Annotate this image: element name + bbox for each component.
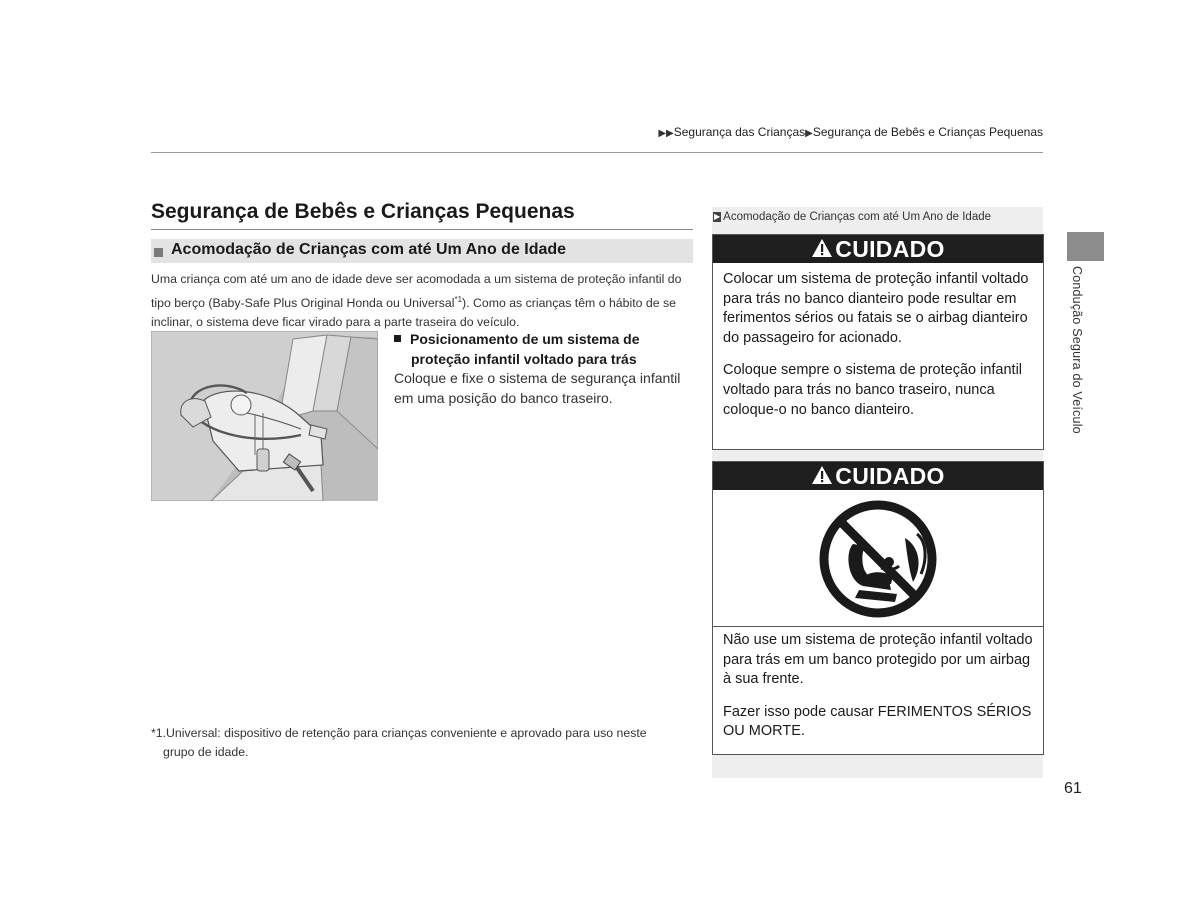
sidebar-heading[interactable] — [712, 207, 1043, 227]
intro-text-2: ). Como as crianças têm o hábito de se inclinar, o sistema deve ficar virado para a parte traseira do veículo. — [151, 295, 676, 330]
header-divider — [151, 152, 1043, 153]
breadcrumb-item-infant-safety[interactable]: Segurança de Bebês e Crianças Pequenas — [812, 125, 1043, 139]
square-bullet-icon — [394, 335, 401, 342]
caution-1-paragraph-2: Coloque sempre o sistema de proteção infantil voltado para trás no banco traseiro, nunca coloque-o no banco dianteiro. — [723, 362, 1023, 418]
breadcrumb — [658, 125, 1043, 139]
subsection-text: Coloque e fixe o sistema de segurança infantil em uma posição do banco traseiro. — [394, 370, 681, 406]
caution-header — [713, 462, 1043, 490]
intro-text-1: Uma criança com até um ano de idade deve ser acomodada a um sistema de proteção infantil do tipo berço (Baby-Safe Plus Original Honda ou Universal — [151, 272, 682, 310]
no-rear-facing-seat-with-airbag-icon — [713, 490, 1043, 627]
infant-seat-illustration — [151, 331, 378, 501]
footnote — [151, 724, 696, 762]
section-heading: Acomodação de Crianças com até Um Ano de Idade — [171, 241, 567, 258]
subsection-heading — [394, 329, 694, 369]
intro-paragraph — [151, 270, 696, 333]
subsection-heading-line2: proteção infantil voltado para trás — [411, 351, 637, 367]
page-number: 61 — [1064, 780, 1082, 797]
caution-box-1 — [712, 234, 1044, 450]
page-title: Segurança de Bebês e Crianças Pequenas — [151, 200, 575, 223]
subsection-heading-line1: Posicionamento de um sistema de — [410, 331, 640, 347]
section-heading-bar — [151, 239, 693, 263]
caution-header — [713, 235, 1043, 263]
warning-triangle-icon — [811, 238, 833, 258]
warning-triangle-icon — [811, 465, 833, 485]
double-arrow-icon: ▶▶ — [658, 128, 674, 139]
footnote-line2: grupo de idade. — [163, 745, 249, 759]
caution-2-paragraph-1: Não use um sistema de proteção infantil voltado para trás em um banco protegido por um airbag à sua frente. — [723, 632, 1033, 688]
square-bullet-icon — [154, 248, 163, 257]
title-divider — [151, 229, 693, 230]
footnote-reference[interactable]: *1 — [454, 294, 463, 304]
chapter-tab-label: Condução Segura do Veículo — [1070, 266, 1084, 434]
reference-arrow-icon: ▶ — [714, 212, 721, 221]
sidebar-heading-text: Acomodação de Crianças com até Um Ano de Idade — [723, 211, 992, 223]
caution-1-paragraph-1: Colocar um sistema de proteção infantil voltado para trás no banco dianteiro pode resultar em ferimentos sérios ou fatais se o airbag dianteiro do passageiro for acionado. — [723, 271, 1029, 346]
arrow-icon: ▶ — [805, 128, 813, 139]
caution-label: CUIDADO — [835, 236, 945, 262]
caution-box-2 — [712, 461, 1044, 755]
caution-2-paragraph-2: Fazer isso pode causar FERIMENTOS SÉRIOS OU MORTE. — [723, 703, 1032, 740]
caution-label: CUIDADO — [835, 463, 945, 489]
chapter-tab[interactable] — [1067, 232, 1104, 261]
footnote-line1: *1.Universal: dispositivo de retenção para crianças conveniente e aprovado para uso neste — [151, 726, 647, 740]
breadcrumb-item-child-safety[interactable]: Segurança das Crianças — [673, 125, 806, 139]
